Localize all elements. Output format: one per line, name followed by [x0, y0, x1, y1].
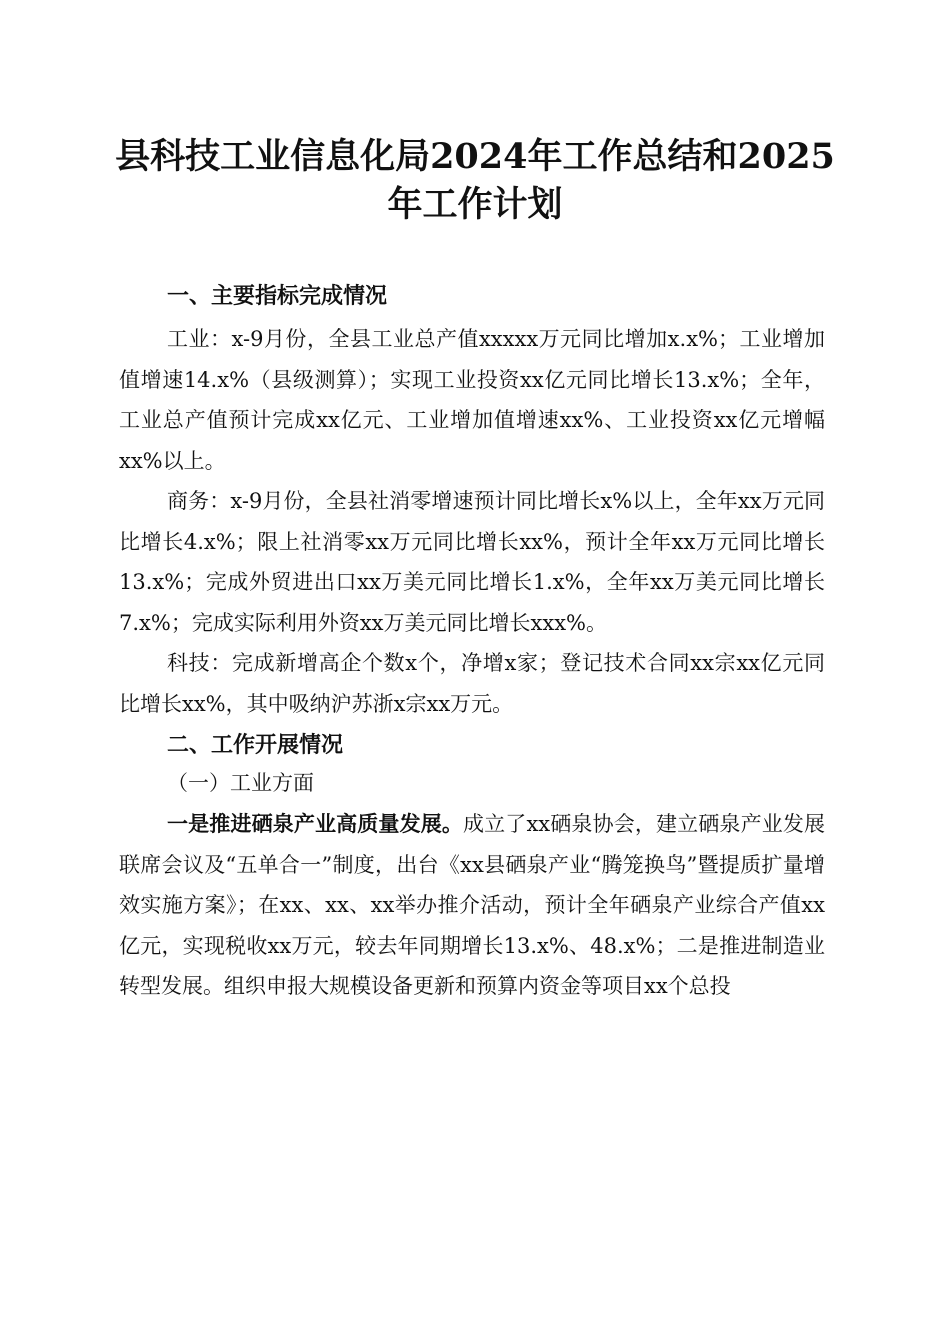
- paragraph-industry: 工业：x-9月份，全县工业总产值xxxxx万元同比增加x.x%；工业增加值增速14.x%（县级测算）；实现工业投资xx亿元同比增长13.x%；全年，工业总产值预计完成xx亿元、工业增加值增速xx%、工业投资xx亿元增幅xx%以上。: [119, 327, 825, 473]
- paragraph-selenium-industry: [119, 804, 825, 1007]
- document-title: 县科技工业信息化局2024年工作总结和2025年工作计划: [115, 136, 835, 225]
- subsection-heading-industry: （一）工业方面: [167, 771, 314, 795]
- paragraph-commerce: 商务：x-9月份，全县社消零增速预计同比增长x%以上，全年xx万元同比增长4.x%；限上社消零xx万元同比增长xx%，预计全年xx万元同比增长13.x%；完成外贸进出口xx万美元同比增长1.x%，全年xx万美元同比增长7.x%；完成实际利用外资xx万美元同比增长xxx%。: [119, 489, 825, 635]
- paragraph-body-text: 成立了xx硒泉协会，建立硒泉产业发展联席会议及“五单合一”制度，出台《xx县硒泉产业“腾笼换鸟”暨提质扩量增效实施方案》；在xx、xx、xx举办推介活动，预计全年硒泉产业综合产值xx亿元，实现税收xx万元，较去年同期增长13.x%、48.x%；二是推进制造业转型发展。组织申报大规模设备更新和预算内资金等项目xx个总投: [119, 812, 826, 998]
- section-heading-work: 二、工作开展情况: [167, 733, 344, 758]
- section-heading-indicators: 一、主要指标完成情况: [167, 284, 388, 309]
- paragraph-technology: 科技：完成新增高企个数x个，净增x家；登记技术合同xx宗xx亿元同比增长xx%，其中吸纳沪苏浙x宗xx万元。: [119, 651, 825, 716]
- paragraph-lead-text: 一是推进硒泉产业高质量发展。: [167, 811, 464, 836]
- document-body: [119, 275, 825, 1007]
